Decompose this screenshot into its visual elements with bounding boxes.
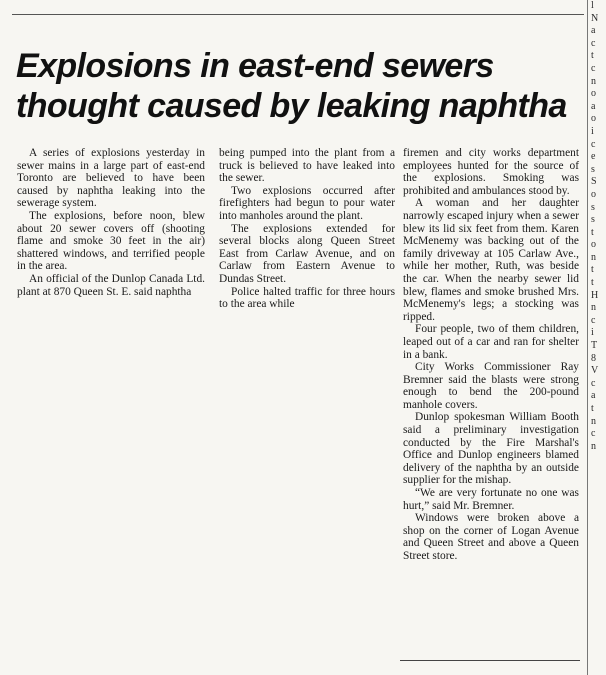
edge-fragment: c xyxy=(591,62,596,74)
paragraph: “We are very fortunate no one was hurt,” said Mr. Bremner. xyxy=(403,487,579,512)
edge-fragment: a xyxy=(591,100,596,112)
column-3 xyxy=(403,147,579,563)
paragraph: Windows were broken above a shop on the corner of Logan Avenue and Queen Street and above a Queen Street store. xyxy=(403,512,579,562)
paragraph: A series of explosions yesterday in sewer mains in a large part of east-end Toronto are believed to have been caused by naphtha leaking into the sewerage system. xyxy=(17,147,205,210)
edge-fragment: s xyxy=(591,163,595,175)
edge-fragment: t xyxy=(591,226,594,238)
paragraph: Dunlop spokesman William Booth said a preliminary investigation conducted by the Fire Marshal's Office and Dunlop engineers blamed delivery of the naphtha by an outside supplier for the mishap. xyxy=(403,411,579,487)
column-1 xyxy=(17,147,205,298)
paragraph: being pumped into the plant from a truck is believed to have leaked into the sewer. xyxy=(219,147,395,185)
article-end-rule xyxy=(400,660,580,661)
edge-fragment: o xyxy=(591,239,596,251)
edge-fragment: s xyxy=(591,214,595,226)
top-rule xyxy=(12,14,584,15)
edge-fragment: T xyxy=(591,340,598,352)
edge-fragment: i xyxy=(591,125,594,137)
edge-fragment: n xyxy=(591,75,596,87)
edge-fragment: n xyxy=(591,302,596,314)
edge-fragment: c xyxy=(591,37,596,49)
edge-fragment: a xyxy=(591,390,596,402)
paragraph: The explosions extended for several blocks along Queen Street East from Carlaw Avenue, and on Carlaw from Eastern Avenue to Dundas Street. xyxy=(219,222,395,285)
paragraph: Two explosions occurred after firefighters had begun to pour water into manholes around the plant. xyxy=(219,184,395,222)
edge-fragment: V xyxy=(591,365,599,377)
edge-fragment: 8 xyxy=(591,352,596,364)
edge-fragment: o xyxy=(591,113,596,125)
edge-fragment: t xyxy=(591,403,594,414)
edge-fragment: n xyxy=(591,251,596,263)
edge-fragment: s xyxy=(591,201,595,213)
edge-fragment: N xyxy=(591,12,599,24)
column-2 xyxy=(219,147,395,311)
edge-fragment: H xyxy=(591,289,599,301)
edge-fragment: t xyxy=(591,277,594,289)
edge-fragment: t xyxy=(591,264,594,276)
headline xyxy=(16,46,592,126)
edge-fragment: c xyxy=(591,377,596,389)
edge-fragment: c xyxy=(591,138,596,150)
edge-fragment: o xyxy=(591,88,596,100)
edge-fragment: c xyxy=(591,314,596,326)
paragraph: The explosions, before noon, blew about 20 sewer covers off (shooting flame and smoke 30 feet in the air) shattered windows, and terrified people in the area. xyxy=(17,209,205,273)
edge-fragment: n xyxy=(591,440,596,452)
edge-fragment: t xyxy=(591,50,594,62)
paragraph: A woman and her daughter narrowly escaped injury when a sewer blew its lid six feet from them. Karen McMenemy was backing out of the family driveway at 105 Carlaw Ave., while her mother, Ruth, was beside the car. When the nearby sewer lid blew, flames and smoke brushed Mrs. McMenemy's legs; a stocking was ripped. xyxy=(403,197,579,323)
edge-fragment: o xyxy=(591,188,596,200)
adjacent-article-edge xyxy=(591,0,606,675)
paragraph: City Works Commissioner Ray Bremner said the blasts were strong enough to bend the 200-pound manhole covers. xyxy=(403,361,579,411)
paragraph: firemen and city works department employees hunted for the source of the explosions. Smoking was prohibited and ambulances stood by. xyxy=(403,147,579,197)
column-gutter-rule xyxy=(587,0,588,675)
headline-line-1: Explosions in east-end sewers xyxy=(16,47,494,85)
edge-fragment: i xyxy=(591,327,594,339)
edge-fragment: n xyxy=(591,415,596,427)
paragraph: Four people, two of them children, leaped out of a car and ran for shelter in a bank. xyxy=(403,323,579,361)
edge-fragment: e xyxy=(591,151,596,163)
edge-fragment: c xyxy=(591,428,596,440)
headline-line-2: thought caused by leaking naphtha xyxy=(16,87,567,125)
paragraph: An official of the Dunlop Canada Ltd. plant at 870 Queen St. E. said naphtha xyxy=(17,272,205,298)
paragraph: Police halted traffic for three hours to the area while xyxy=(219,285,395,311)
edge-fragment: a xyxy=(591,25,596,37)
edge-fragment: S xyxy=(591,176,597,188)
edge-fragment: l xyxy=(591,0,594,11)
